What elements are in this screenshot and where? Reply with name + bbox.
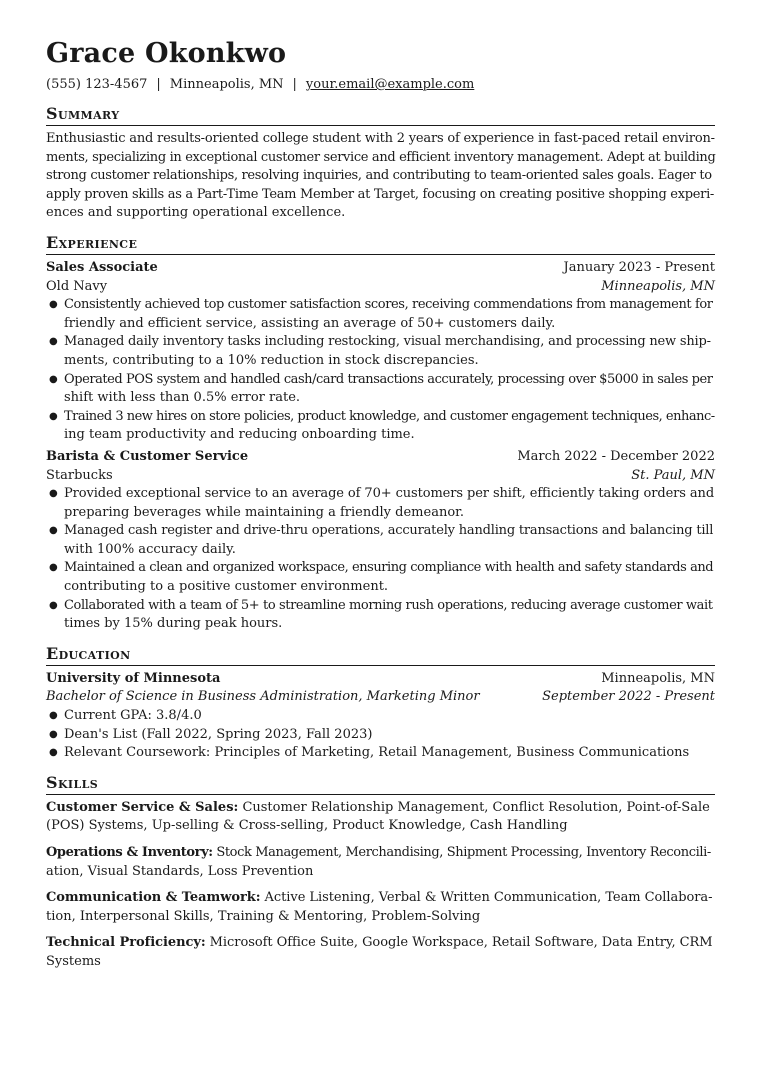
bullet-icon: ● xyxy=(49,747,58,759)
bullet-line: Operated POS system and handled cash/card transactions accurately, processing over $5000 in sales per xyxy=(64,371,713,387)
summary-line: ences and supporting operational excellence. xyxy=(46,205,346,221)
list-item xyxy=(46,597,715,634)
skill-group xyxy=(46,844,715,881)
list-item xyxy=(46,296,715,333)
skill-group xyxy=(46,934,715,971)
bullet-line: Collaborated with a team of 5+ to streamline morning rush operations, reducing average customer wait xyxy=(64,597,713,613)
bullet-icon: ● xyxy=(49,728,58,740)
bullet-line: Provided exceptional service to an average of 70+ customers per shift, efficiently taking orders and xyxy=(64,486,715,502)
job-dates: January 2023 - Present xyxy=(563,259,715,275)
school-name: University of Minnesota xyxy=(46,670,221,686)
skill-line: (POS) Systems, Up-selling & Cross-selling, Product Knowledge, Cash Handling xyxy=(46,818,568,834)
skill-line: ation, Visual Standards, Loss Prevention xyxy=(46,863,314,879)
skill-group xyxy=(46,889,715,926)
bullet-line: ing team productivity and reducing onboarding time. xyxy=(64,427,415,443)
experience-section xyxy=(46,234,715,634)
job-bullets xyxy=(46,296,715,445)
skill-line xyxy=(46,934,715,953)
skill-line: Systems xyxy=(46,953,101,969)
bullet-line: with 100% accuracy daily. xyxy=(64,541,236,557)
list-item xyxy=(46,707,715,726)
bullet-icon: ● xyxy=(49,562,58,574)
education-section xyxy=(46,645,715,763)
resume-page xyxy=(46,37,715,972)
list-item xyxy=(46,408,715,445)
skill-line xyxy=(46,889,715,908)
skill-category: Communication & Teamwork: xyxy=(46,890,261,906)
bullet-line: shift with less than 0.5% error rate. xyxy=(64,390,301,406)
skill-line xyxy=(46,844,715,863)
contact-separator: | xyxy=(156,77,161,92)
job-title: Barista & Customer Service xyxy=(46,448,249,464)
skill-list: Customer Relationship Management, Conflict Resolution, Point-of-Sale xyxy=(238,799,710,815)
bullet-icon: ● xyxy=(49,299,58,311)
job-entry xyxy=(46,259,715,445)
bullet-line: Managed daily inventory tasks including restocking, visual merchandising, and processing new ship- xyxy=(64,334,711,350)
location-text: Minneapolis, MN xyxy=(169,77,284,92)
list-item xyxy=(46,371,715,408)
job-entry xyxy=(46,448,715,634)
bullet-icon: ● xyxy=(49,410,58,422)
summary-line: strong customer relationships, resolving inquiries, and contributing to team-oriented sales goals. Eager to xyxy=(46,168,712,184)
bullet-icon: ● xyxy=(49,488,58,500)
summary-line: ments, specializing in exceptional customer service and efficient inventory management. Adept at building xyxy=(46,149,716,165)
summary-line: apply proven skills as a Part-Time Team Member at Target, focusing on creating positive shopping experi- xyxy=(46,186,715,202)
bullet-icon: ● xyxy=(49,336,58,348)
skill-list: Stock Management, Merchandising, Shipment Processing, Inventory Reconcili- xyxy=(212,845,711,860)
skills-heading: Skills xyxy=(46,774,715,795)
job-bullets xyxy=(46,485,715,634)
list-item xyxy=(46,559,715,596)
bullet-line: times by 15% during peak hours. xyxy=(64,616,283,632)
bullet-icon: ● xyxy=(49,710,58,722)
list-item xyxy=(46,726,715,745)
skill-category: Technical Proficiency: xyxy=(46,935,206,951)
job-company: Starbucks xyxy=(46,467,113,483)
skill-category: Customer Service & Sales: xyxy=(46,799,239,815)
experience-heading: Experience xyxy=(46,234,715,255)
list-item xyxy=(46,485,715,522)
education-dates: September 2022 - Present xyxy=(542,689,715,705)
summary-heading: Summary xyxy=(46,105,715,126)
bullet-line: Dean's List (Fall 2022, Spring 2023, Fall 2023) xyxy=(64,726,373,742)
contact-separator: | xyxy=(292,77,297,92)
skill-list: Active Listening, Verbal & Written Communication, Team Collabora- xyxy=(260,890,713,906)
skill-category: Operations & Inventory: xyxy=(46,845,213,860)
bullet-line: Maintained a clean and organized workspace, ensuring compliance with health and safety standards and xyxy=(64,560,714,576)
email-link[interactable]: your.email@example.com xyxy=(305,77,475,92)
list-item xyxy=(46,522,715,559)
phone-number: (555) 123-4567 xyxy=(46,77,148,92)
job-company: Old Navy xyxy=(46,278,108,294)
job-subheader-row xyxy=(46,278,715,297)
bullet-icon: ● xyxy=(49,525,58,537)
candidate-name: Grace Okonkwo xyxy=(46,38,287,69)
contact-line xyxy=(46,76,715,94)
job-subheader-row xyxy=(46,467,715,486)
bullet-icon: ● xyxy=(49,373,58,385)
bullet-line: ments, contributing to a 10% reduction in stock discrepancies. xyxy=(64,352,479,368)
summary-section xyxy=(46,105,715,223)
job-header-row xyxy=(46,259,715,278)
job-title: Sales Associate xyxy=(46,259,158,275)
skill-line xyxy=(46,799,715,818)
bullet-line: Consistently achieved top customer satisfaction scores, receiving commendations from management for xyxy=(64,297,713,313)
bullet-line: Current GPA: 3.8/4.0 xyxy=(64,708,202,724)
bullet-line: Managed cash register and drive-thru operations, accurately handling transactions and balancing till xyxy=(64,523,714,539)
bullet-icon: ● xyxy=(49,599,58,611)
job-header-row xyxy=(46,448,715,467)
list-item xyxy=(46,744,715,763)
bullet-line: Trained 3 new hires on store policies, product knowledge, and customer engagement techniques, enhanc- xyxy=(64,408,715,424)
job-dates: March 2022 - December 2022 xyxy=(517,448,715,464)
bullet-line: preparing beverages while maintaining a friendly demeanor. xyxy=(64,504,465,520)
education-bullets xyxy=(46,707,715,763)
summary-line: Enthusiastic and results-oriented college student with 2 years of experience in fast-paced retail environ- xyxy=(46,131,715,146)
school-location: Minneapolis, MN xyxy=(601,670,715,686)
school-row xyxy=(46,670,715,689)
skill-line: tion, Interpersonal Skills, Training & Mentoring, Problem-Solving xyxy=(46,908,481,924)
bullet-line: contributing to a positive customer environment. xyxy=(64,579,389,595)
degree-row xyxy=(46,688,715,707)
job-location: St. Paul, MN xyxy=(631,467,715,483)
list-item xyxy=(46,333,715,370)
skill-group xyxy=(46,799,715,836)
bullet-line: Relevant Coursework: Principles of Marketing, Retail Management, Business Communications xyxy=(64,745,690,761)
degree-name: Bachelor of Science in Business Administration, Marketing Minor xyxy=(46,689,480,705)
skill-list: Microsoft Office Suite, Google Workspace, Retail Software, Data Entry, CRM xyxy=(205,935,713,951)
education-heading: Education xyxy=(46,645,715,666)
skills-section xyxy=(46,774,715,972)
job-location: Minneapolis, MN xyxy=(601,278,715,294)
bullet-line: friendly and efficient service, assisting an average of 50+ customers daily. xyxy=(64,315,556,331)
summary-paragraph xyxy=(46,130,715,223)
